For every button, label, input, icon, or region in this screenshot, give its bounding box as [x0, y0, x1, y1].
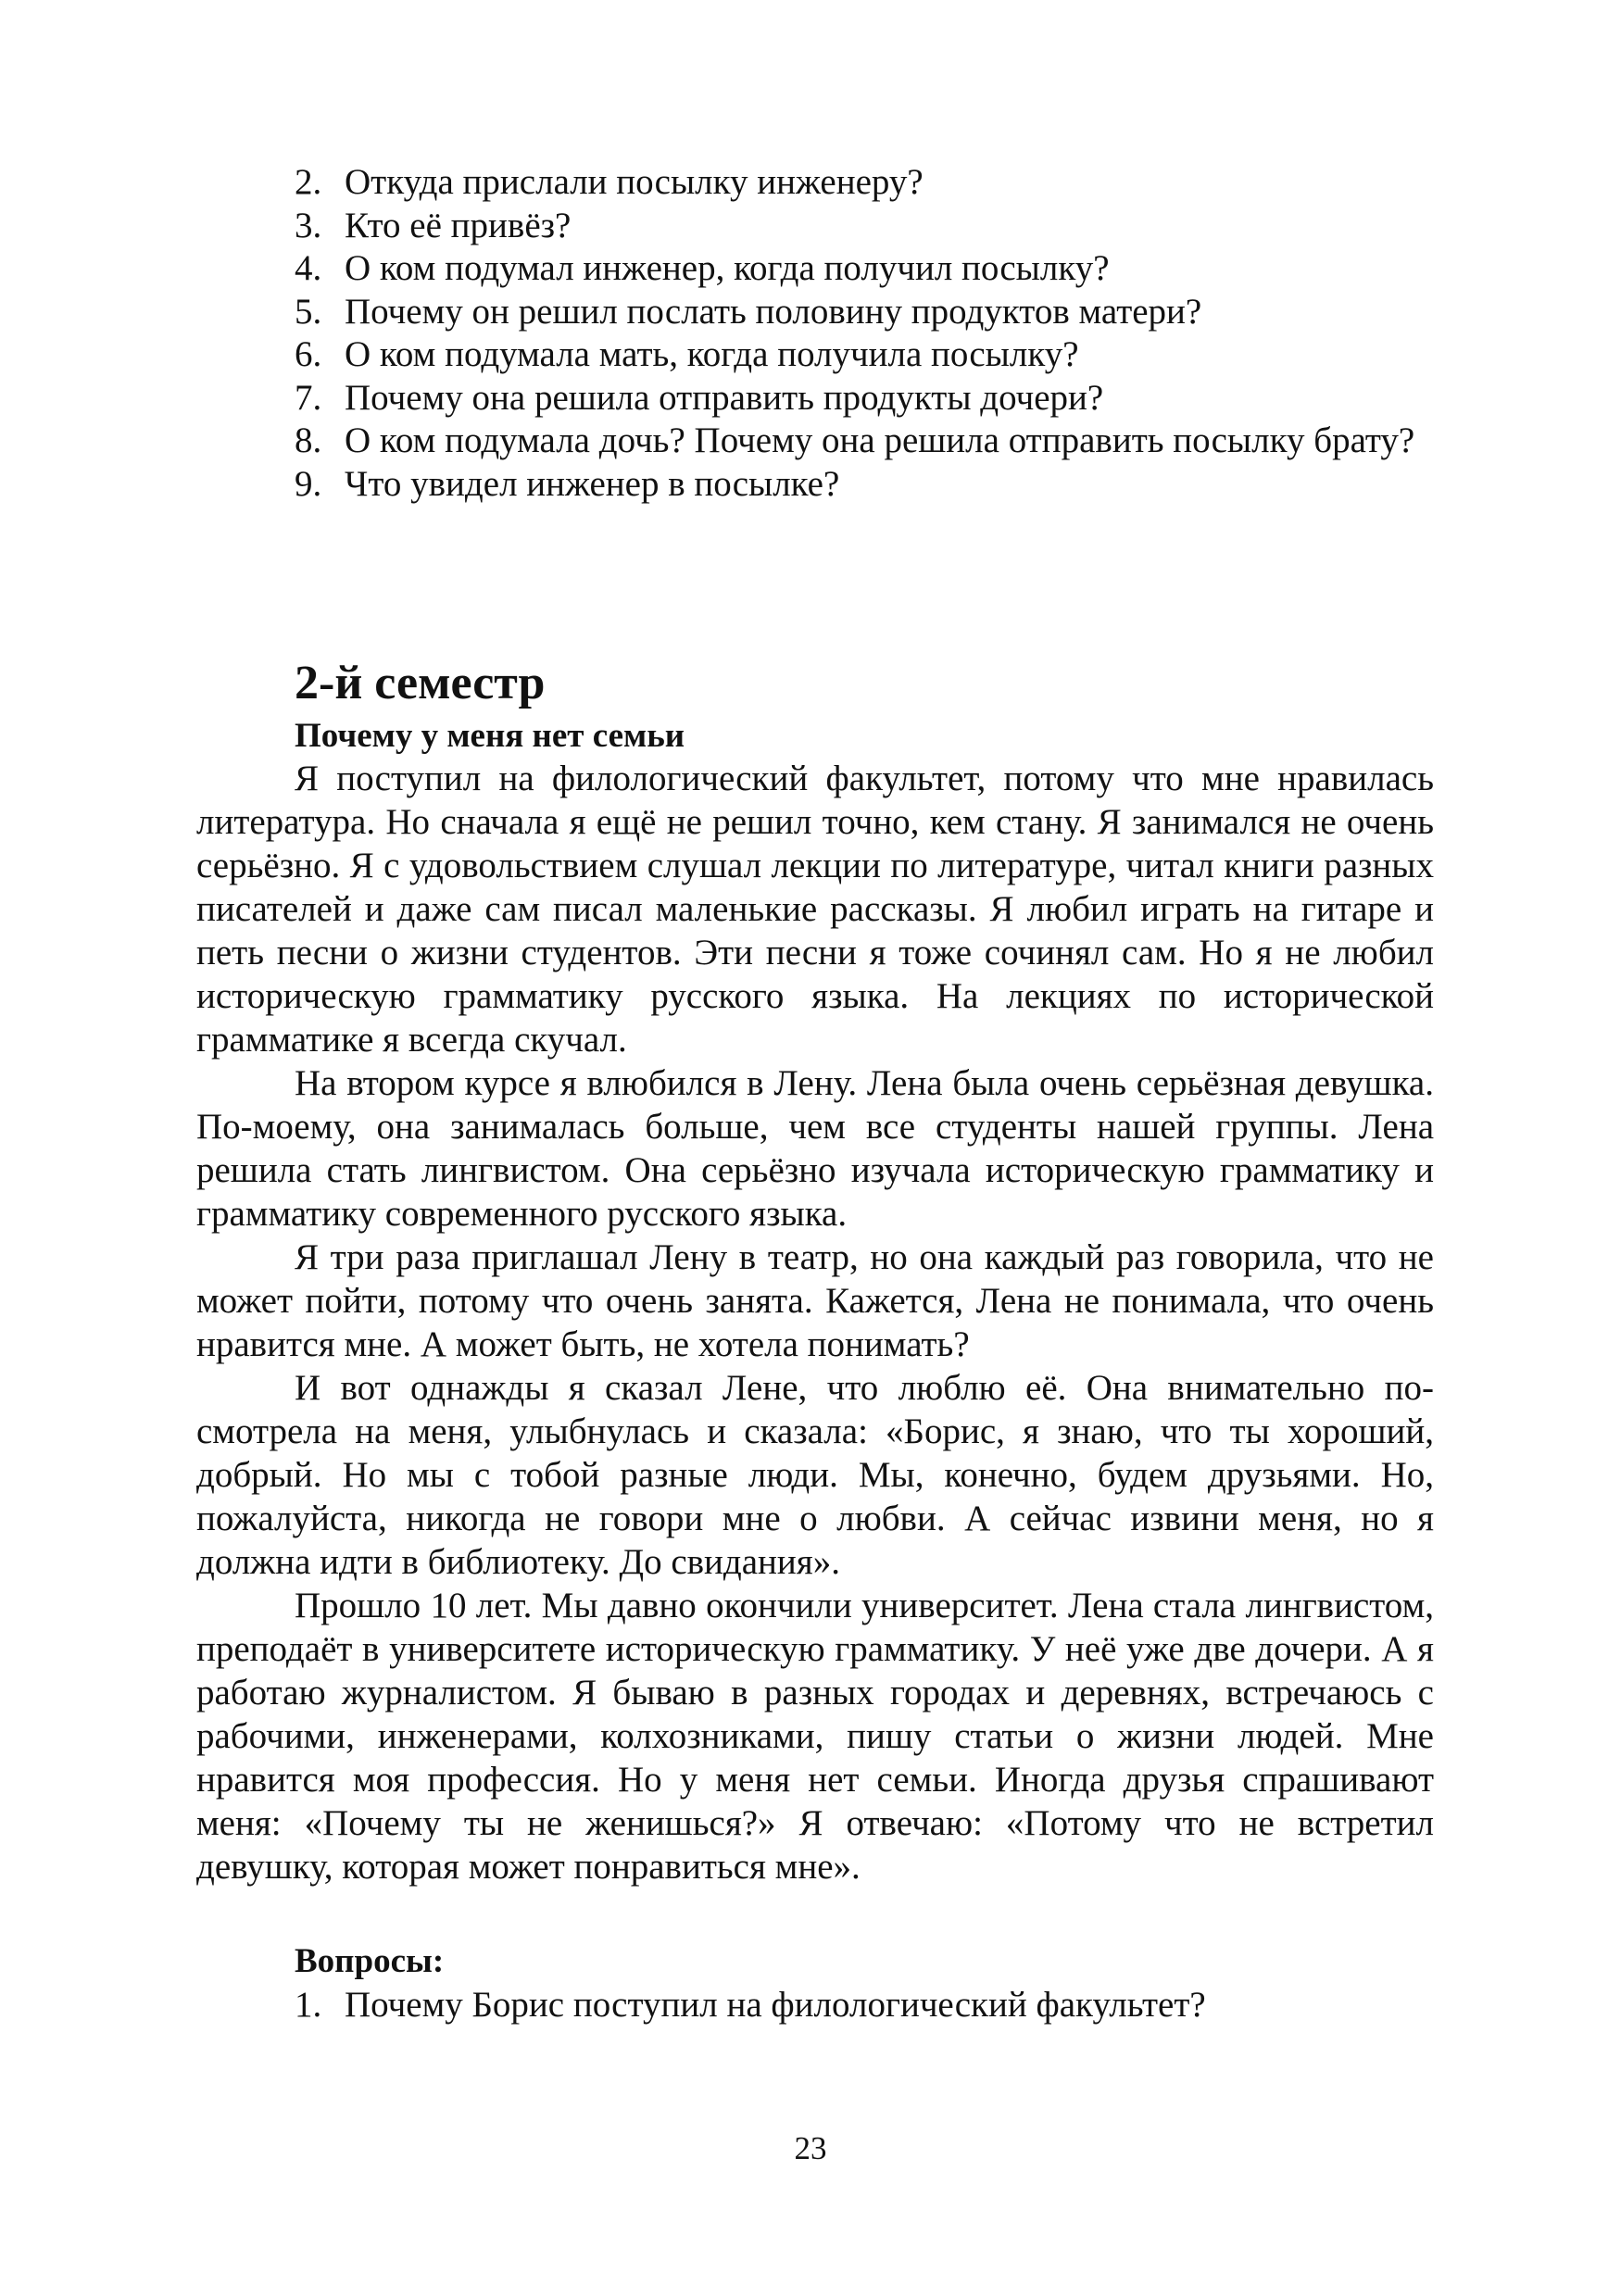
questions-heading: Вопросы: — [295, 1942, 445, 1980]
story-paragraph: На втором курсе я влюбился в Лену. Лена была очень серьёзная девушка. По-моему, она занималась больше, чем все студенты нашей группы. Лена решила стать лингвистом. Она серьёзно изучала историческую грамматику и грамматику современного русского языка. — [196, 1063, 1434, 1234]
list-item-text: Кто её привёз? — [345, 205, 572, 245]
list-item-number: 8. — [295, 420, 322, 460]
story-paragraph: И вот однажды я сказал Лене, что люблю её. Она внимательно посмотрела на меня, улыбнулась и сказала: «Борис, я знаю, что ты хороший, добрый. Но мы с тобой разные люди. Мы, конечно, будем друзьями. Но, пожалуйста, никогда не говори мне о любви. А сейчас извини меня, но я должна идти в библиотеку. До свидания». — [196, 1368, 1434, 1582]
list-item — [295, 333, 1434, 377]
list-item-text: Откуда прислали посылку инженеру? — [345, 162, 924, 202]
list-item-text: Что увидел инженер в посылке? — [345, 463, 840, 504]
list-item-text: Почему он решил послать половину продуктов матери? — [345, 291, 1202, 332]
story-paragraph: Прошло 10 лет. Мы давно окончили университет. Лена стала лингвистом, преподаёт в университете историческую грамматику. У неё уже две дочери. А я работаю журналистом. Я бываю в разных городах и деревнях, встречаюсь с рабочими, инженерами, колхозниками, пишу статьи о жизни людей. Мне нравится моя профессия. Но у меня нет семьи. Иногда друзья спрашивают меня: «Почему ты не женишься?» Я отвечаю: «Потому что не встретил девушку, которая может понравиться мне». — [196, 1586, 1434, 1887]
list-item-number: 6. — [295, 334, 322, 374]
list-item-text: Почему она решила отправить продукты дочери? — [345, 377, 1104, 418]
section-title: 2-й семестр — [295, 657, 546, 709]
list-item-number: 2. — [295, 162, 322, 202]
story-title: Почему у меня нет семьи — [295, 717, 685, 755]
list-item-number: 3. — [295, 205, 322, 245]
list-item — [295, 247, 1434, 291]
list-item — [295, 1984, 1434, 2027]
list-item-number: 5. — [295, 291, 322, 332]
page-number: 23 — [794, 2130, 827, 2166]
list-item — [295, 205, 1434, 248]
list-item — [295, 420, 1434, 463]
list-item-number: 9. — [295, 463, 322, 504]
list-item-text: Почему Борис поступил на филологический факультет? — [345, 1985, 1206, 2025]
list-item-number: 4. — [295, 248, 322, 288]
story-paragraph: Я поступил на филологический факультет, потому что мне нравилась литература. Но сначала я ещё не решил точно, кем стану. Я занимался не очень серьёзно. Я с удовольствием слушал лекции по литературе, читал книги разных писателей и даже сам писал маленькие рассказы. Я любил играть на гитаре и петь песни о жизни студентов. Эти песни я тоже сочинял сам. Но я не любил историческую грамматику русского языка. На лекциях по исторической грамматике я всегда скучал. — [196, 759, 1434, 1060]
list-item-number: 1. — [295, 1985, 322, 2025]
story-questions-list — [295, 1984, 1434, 2027]
previous-text-questions-list — [295, 161, 1434, 506]
story-paragraph: Я три раза приглашал Лену в театр, но она каждый раз говорила, что не может пойти, потому что очень занята. Кажется, Лена не понимала, что очень нравится мне. А может быть, не хотела понимать? — [196, 1237, 1434, 1364]
list-item — [295, 291, 1434, 334]
list-item — [295, 463, 1434, 507]
list-item-text: О ком подумала мать, когда получила посылку? — [345, 334, 1079, 374]
list-item-text: О ком подумала дочь? Почему она решила отправить посылку брату? — [345, 420, 1415, 460]
list-item — [295, 377, 1434, 420]
list-item — [295, 161, 1434, 205]
story-body — [196, 757, 1434, 1888]
list-item-number: 7. — [295, 377, 322, 418]
list-item-text: О ком подумал инженер, когда получил посылку? — [345, 248, 1110, 288]
